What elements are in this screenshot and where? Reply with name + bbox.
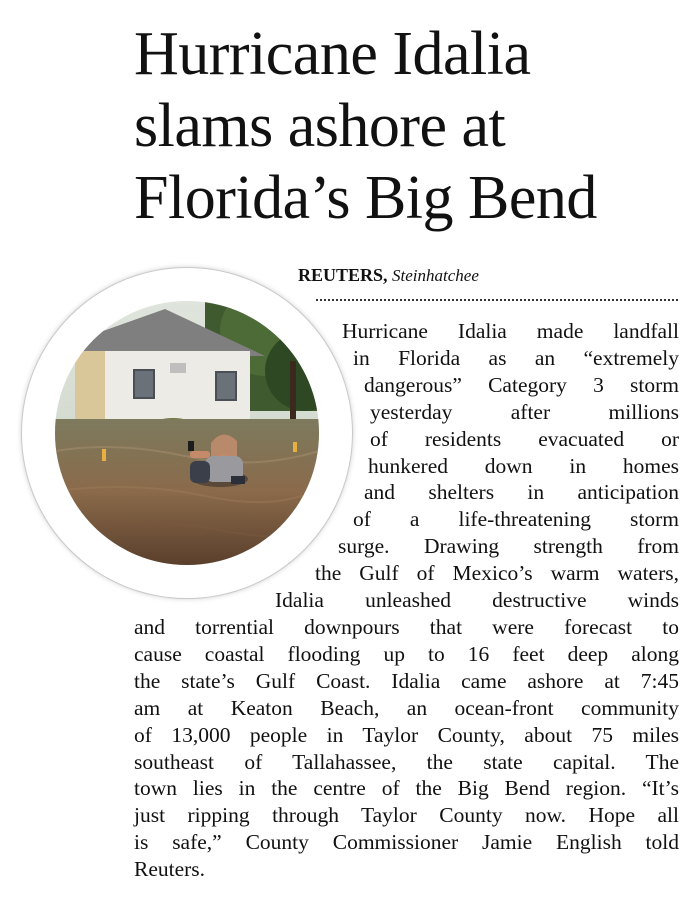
body-line: Hurricane Idalia made landfall [342,319,679,343]
body-line: of residents evacuated or [370,426,679,451]
body-line: and shelters in anticipation [364,480,679,505]
body-line: just ripping through Taylor County now. Hope all [134,803,679,828]
byline-location: Steinhatchee [392,266,479,285]
body-line: in Florida as an “extremely [353,345,679,370]
body-line: dangerous” Category 3 storm [364,372,679,397]
body-line: hunkered down in homes [368,453,679,478]
byline-agency: REUTERS, [298,265,388,285]
headline-line: Hurricane Idalia [134,20,531,88]
body-line: yesterday after millions [370,399,679,424]
body-line: Idalia unleashed destructive winds [275,588,679,613]
body-line: Reuters. [134,857,206,882]
body-line: town lies in the centre of the Big Bend region. “It’s [134,776,679,801]
body-line: and torrential downpours that were forecast to [134,614,679,639]
dotted-rule [316,299,678,301]
body-line: the Gulf of Mexico’s warm waters, [315,561,679,586]
headline-line: Florida’s Big Bend [134,164,597,232]
body-line: cause coastal flooding up to 16 feet deep along [134,641,679,666]
body-line: of 13,000 people in Taylor County, about 75 miles [134,722,679,747]
headline [134,18,679,234]
body-line: southeast of Tallahassee, the state capital. The [134,749,679,774]
article-body [134,318,679,883]
body-line: surge. Drawing strength from [338,534,679,559]
body-line: the state’s Gulf Coast. Idalia came ashore at 7:45 [134,668,679,693]
body-line: of a life-threatening storm [353,507,679,532]
headline-line: slams ashore at [134,92,506,160]
byline [298,265,479,286]
body-line: is safe,” County Commissioner Jamie English told [134,830,679,855]
body-line: am at Keaton Beach, an ocean-front community [134,695,679,720]
